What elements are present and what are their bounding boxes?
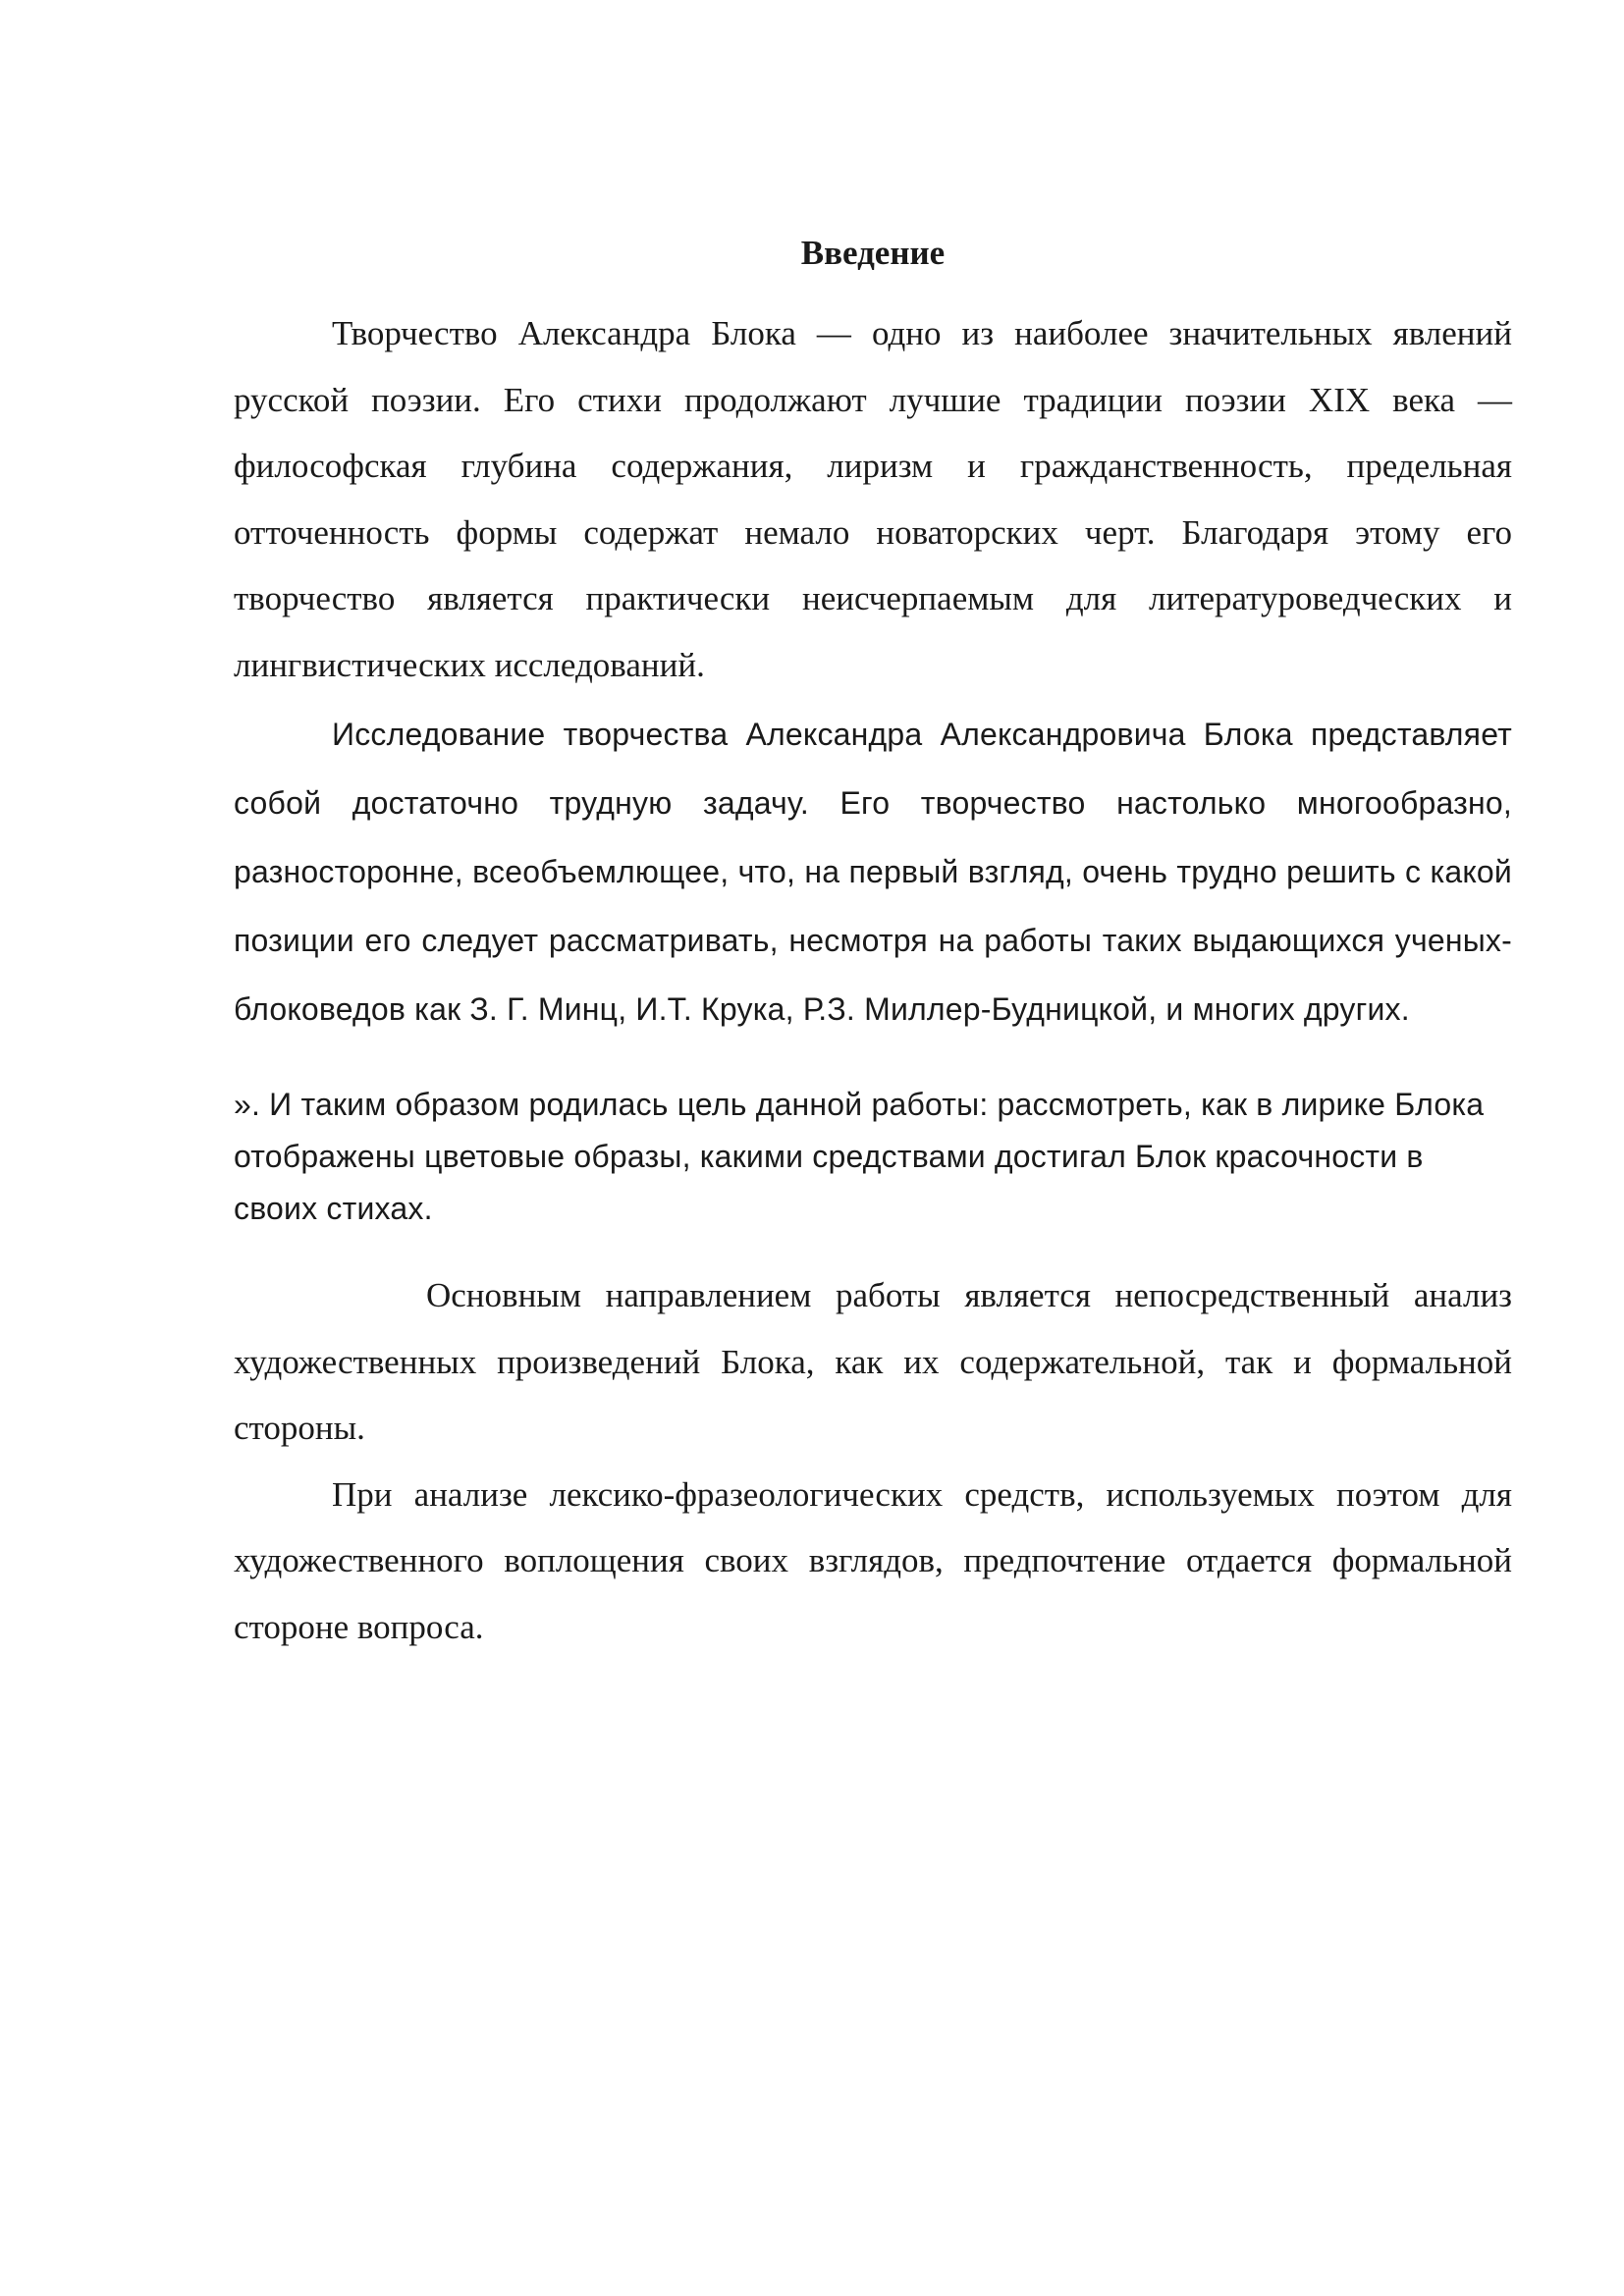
paragraph-research: Исследование творчества Александра Александровича Блока представляет собой достаточно трудную задачу. Его творчество настолько многообразно, разносторонне, всеобъемлющее, что, на первый взгляд, очень трудно решить с какой позиции его следует рассматривать, несмотря на работы таких выдающихся ученых-блоковедов как З. Г. Минц, И.Т. Крука, Р.З. Миллер-Будницкой, и многих других.	[234, 717, 1512, 1027]
paragraph-analysis: При анализе лексико-фразеологических средств, используемых поэтом для художественного воплощения своих взглядов, предпочтение отдается формальной стороне вопроса.	[234, 1474, 1512, 1646]
paragraph-goal: ». И таким образом родилась цель данной работы: рассмотреть, как в лирике Блока отображены цветовые образы, какими средствами достигал Блок красочности в своих стихах.	[234, 1087, 1485, 1226]
paragraph-direction: Основным направлением работы является непосредственный анализ художественных произведений Блока, как их содержательной, так и формальной стороны.	[234, 1276, 1512, 1447]
paragraph-intro: Творчество Александра Блока — одно из наиболее значительных явлений русской поэзии. Его стихи продолжают лучшие традиции поэзии XIX века — философская глубина содержания, лиризм и гражданственность, предельная отточенность формы содержат немало новаторских черт. Благодаря этому его творчество является практически неисчерпаемым для литературоведческих и лингвистических исследований.	[234, 314, 1512, 684]
document-title: Введение	[800, 234, 946, 272]
document-body	[234, 226, 1512, 1660]
